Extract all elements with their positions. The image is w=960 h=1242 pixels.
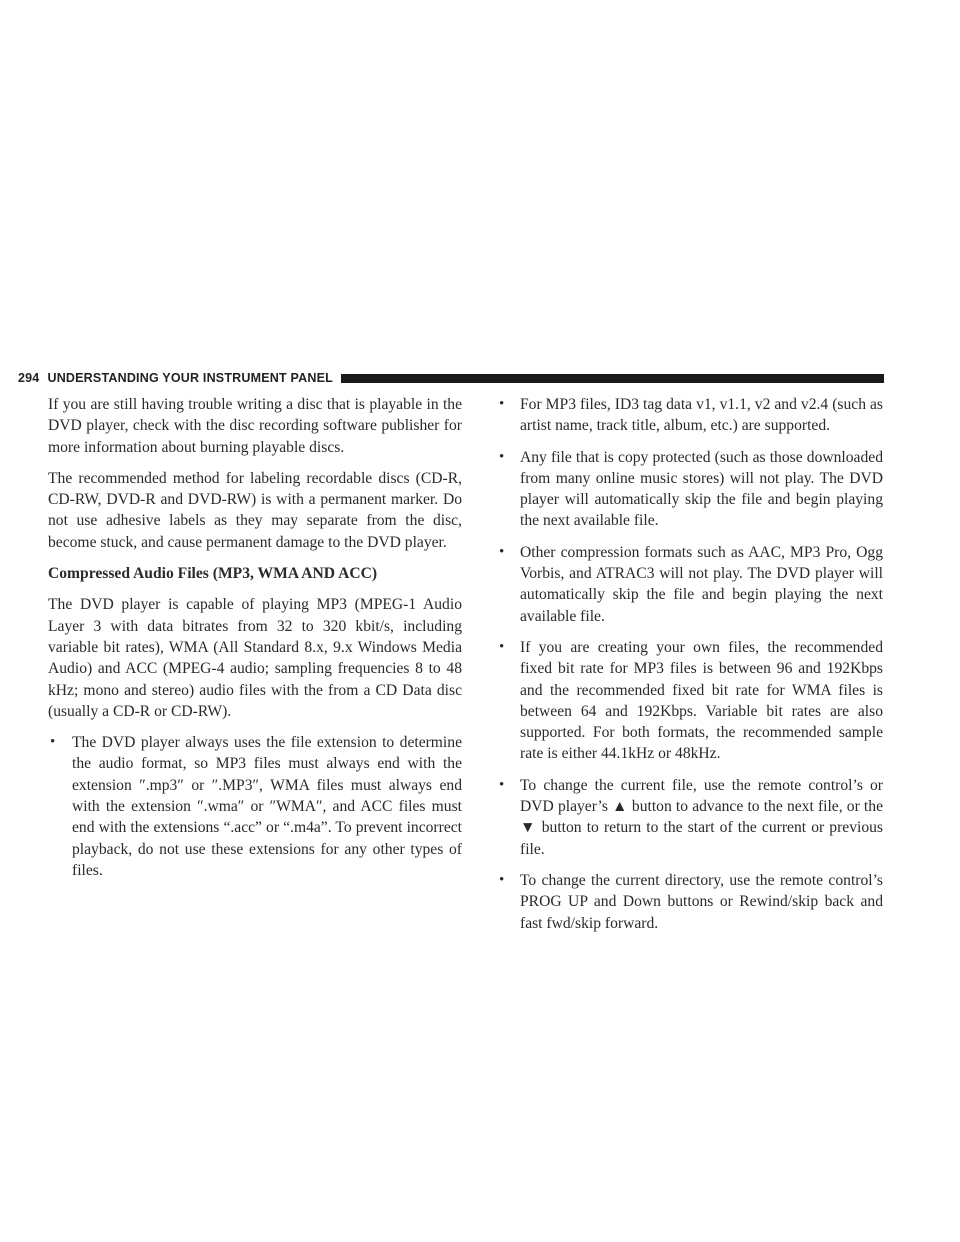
list-item bbox=[497, 542, 883, 627]
section-title: UNDERSTANDING YOUR INSTRUMENT PANEL bbox=[47, 371, 333, 385]
list-item-text: The DVD player always uses the file extension to determine the audio format, so MP3 files must always end with the extension ″.mp3″ or ″.MP3″, WMA files must always end with the extension ″.wma″ or ″WMA″, and ACC files must end with the extensions “.acc” or “.m4a”. To prevent incorrect playback, do not use these extensions for any other types of files. bbox=[72, 734, 462, 879]
right-bullet-list bbox=[497, 394, 883, 934]
list-item bbox=[497, 637, 883, 765]
bullet-marker: • bbox=[499, 638, 505, 655]
list-item bbox=[497, 447, 883, 532]
left-column bbox=[48, 394, 462, 891]
list-item-text: If you are creating your own files, the recommended fixed bit rate for MP3 files is between 96 and 192Kbps and the recommended fixed bit rate for WMA files is between 64 and 192Kbps. Variable bit rates are also supported. For both formats, the recommended sample rate is either 44.1kHz or 48kHz. bbox=[520, 638, 883, 763]
list-item bbox=[48, 732, 462, 881]
bullet-marker: • bbox=[499, 776, 505, 793]
list-item bbox=[497, 394, 883, 437]
paragraph-disc-trouble: If you are still having trouble writing a disc that is playable in the DVD player, check with the disc recording software publisher for more information about burning playable discs. bbox=[48, 396, 462, 456]
list-item-text: To change the current file, use the remote control’s or DVD player’s ▲ button to advance to the next file, or the ▼ button to return to the start of the current or previous file. bbox=[520, 776, 883, 858]
left-bullet-list bbox=[48, 732, 462, 881]
header-rule bbox=[341, 374, 884, 383]
paragraph-labeling: The recommended method for labeling recordable discs (CD-R, CD-RW, DVD-R and DVD-RW) is with a permanent marker. Do not use adhesive labels as they may separate from the disc, become stuck, and cause permanent damage to the DVD player. bbox=[48, 469, 462, 551]
bullet-marker: • bbox=[499, 543, 505, 560]
paragraph-dvd-capabilities: The DVD player is capable of playing MP3 (MPEG-1 Audio Layer 3 with data bitrates from 32 to 320 kbit/s, including variable bit rates), WMA (All Standard 8.x, 9.x Windows Media Audio) and ACC (MPEG-4 audio; sampling frequencies 8 to 48 kHz; mono and stereo) audio files with the from a CD Data disc (usually a CD-R or CD-RW). bbox=[48, 596, 462, 720]
list-item-text: To change the current directory, use the remote control’s PROG UP and Down buttons or Rewind/skip back and fast fwd/skip forward. bbox=[520, 871, 883, 932]
list-item bbox=[497, 775, 883, 860]
bullet-marker: • bbox=[499, 448, 505, 465]
list-item bbox=[497, 870, 883, 934]
bullet-marker: • bbox=[50, 734, 56, 751]
list-item-text: Other compression formats such as AAC, MP3 Pro, Ogg Vorbis, and ATRAC3 will not play. The DVD player will automatically skip the file and begin playing the next available file. bbox=[520, 543, 883, 625]
right-column bbox=[497, 394, 883, 944]
list-item-text: Any file that is copy protected (such as those downloaded from many online music stores) will not play. The DVD player will automatically skip the file and begin playing the next available file. bbox=[520, 448, 883, 530]
page-number: 294 bbox=[18, 371, 40, 385]
list-item-text: For MP3 files, ID3 tag data v1, v1.1, v2 and v2.4 (such as artist name, track title, album, etc.) are supported. bbox=[520, 396, 883, 435]
bullet-marker: • bbox=[499, 396, 505, 412]
bullet-marker: • bbox=[499, 871, 505, 888]
subheading-compressed-audio: Compressed Audio Files (MP3, WMA AND ACC) bbox=[48, 565, 378, 583]
page-header bbox=[18, 370, 884, 386]
